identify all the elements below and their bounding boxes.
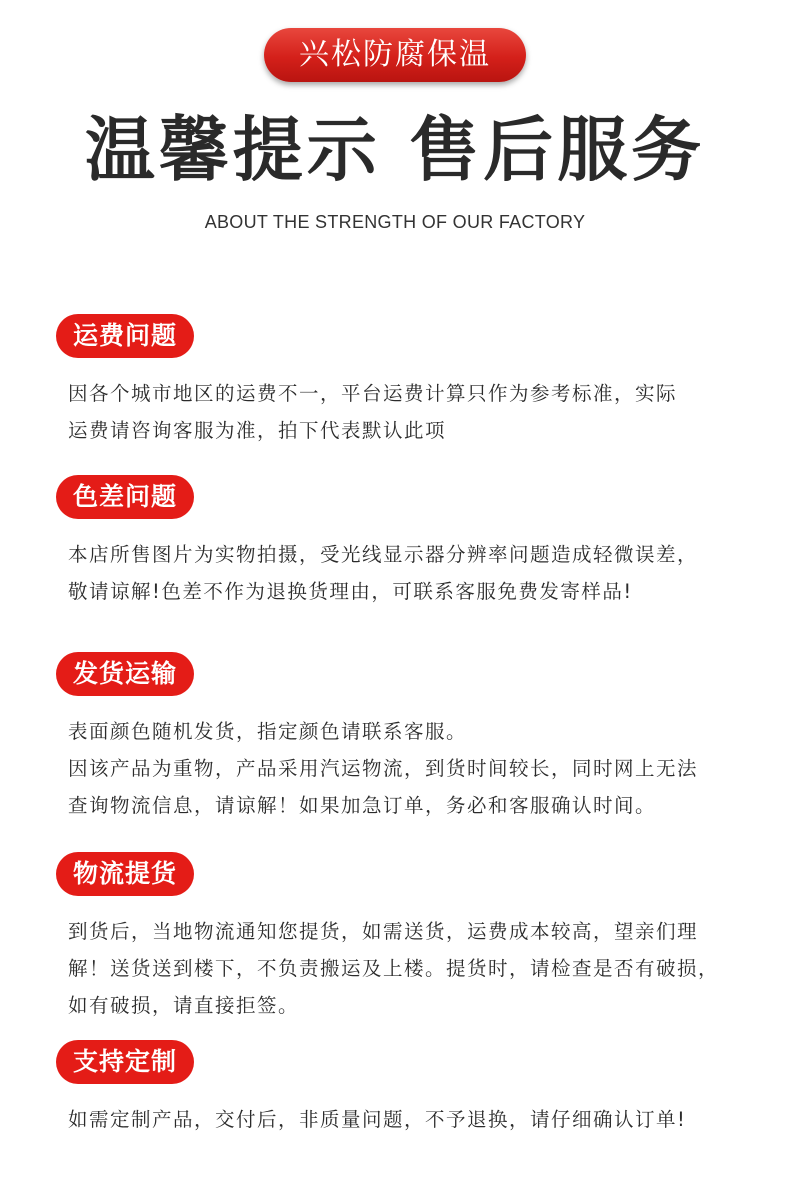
section-line: 表面颜色随机发货，指定颜色请联系客服。 <box>68 720 468 743</box>
section-body-delivery <box>68 713 768 824</box>
section-body-shipping-fee <box>68 375 768 449</box>
section-body-customization <box>68 1101 768 1138</box>
section-line: 本店所售图片为实物拍摄，受光线显示器分辨率问题造成轻微误差， <box>68 543 699 566</box>
section-body-pickup <box>68 913 768 1024</box>
section-line: 运费请咨询客服为准，拍下代表默认此项 <box>68 419 447 442</box>
brand-badge: 兴松防腐保温 <box>264 28 526 82</box>
section-line: 查询物流信息，请谅解！如果加急订单，务必和客服确认时间。 <box>68 794 657 817</box>
section-title-pickup: 物流提货 <box>56 852 194 896</box>
section-line: 到货后，当地物流通知您提货，如需送货，运费成本较高，望亲们理 <box>68 920 699 943</box>
section-line: 因该产品为重物，产品采用汽运物流，到货时间较长，同时网上无法 <box>68 757 699 780</box>
section-line: 如有破损，请直接拒签。 <box>68 994 300 1017</box>
section-title-shipping-fee: 运费问题 <box>56 314 194 358</box>
page-title: 温馨提示 售后服务 <box>84 109 706 191</box>
section-line: 如需定制产品，交付后，非质量问题，不予退换，请仔细确认订单! <box>68 1108 687 1131</box>
section-title-color-difference: 色差问题 <box>56 475 194 519</box>
section-line: 因各个城市地区的运费不一，平台运费计算只作为参考标准，实际 <box>68 382 678 405</box>
section-title-delivery: 发货运输 <box>56 652 194 696</box>
page-subtitle: ABOUT THE STRENGTH OF OUR FACTORY <box>204 212 586 232</box>
section-line: 解！送货送到楼下，不负责搬运及上楼。提货时，请检查是否有破损， <box>68 957 720 980</box>
section-title-customization: 支持定制 <box>56 1040 194 1084</box>
section-body-color-difference <box>68 536 768 610</box>
section-line: 敬请谅解!色差不作为退换货理由，可联系客服免费发寄样品! <box>68 580 633 603</box>
